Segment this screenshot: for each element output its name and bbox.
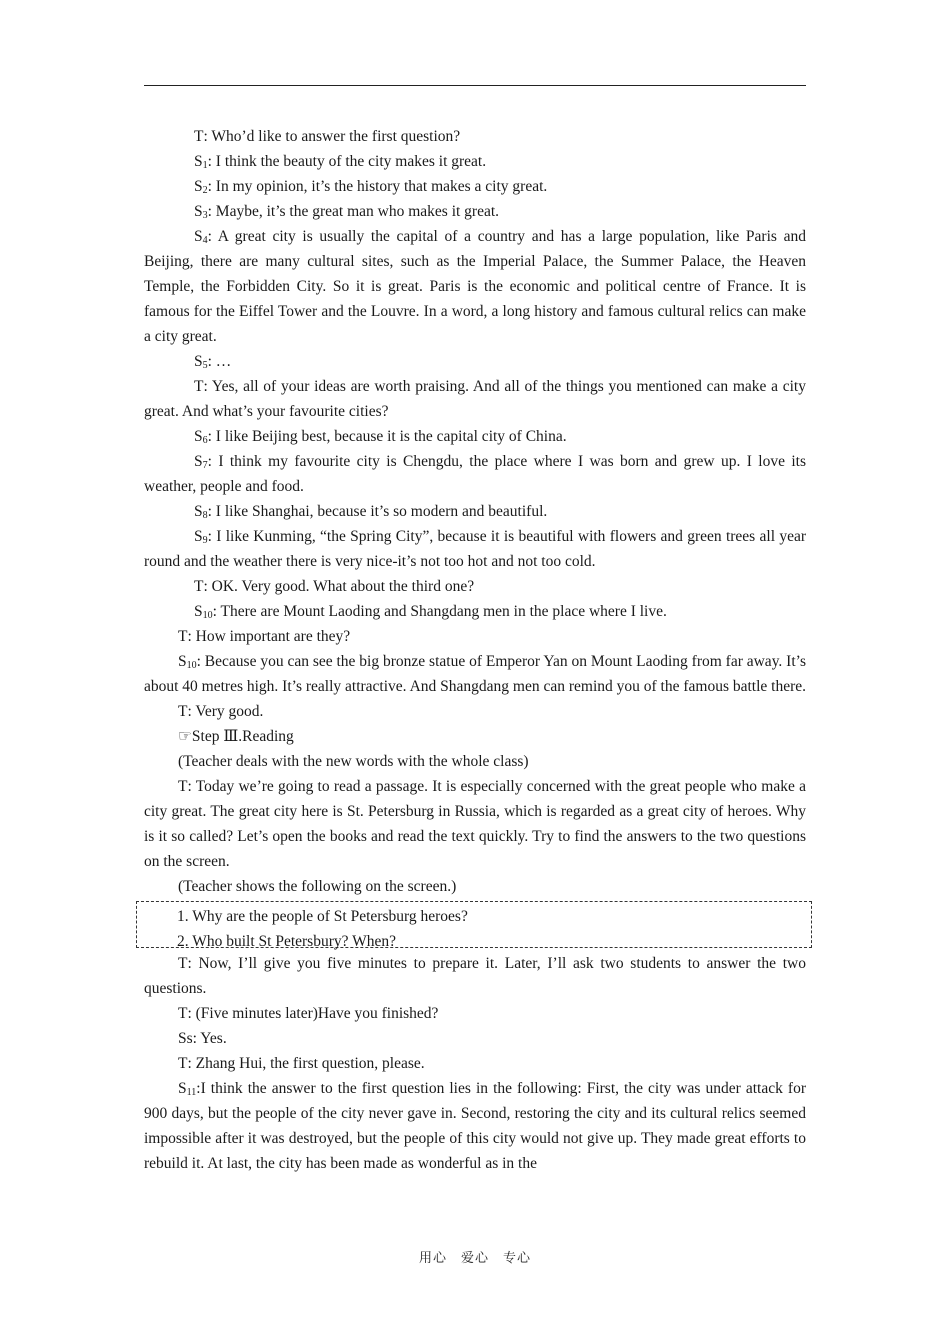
- dialogue-line: $S_{10}$: There are Mount Laoding and Shangdang men in the place where I live.: [194, 603, 667, 621]
- step-heading: ☞Step Ⅲ.Reading: [178, 728, 294, 745]
- dialogue-line: T: OK. Very good. What about the third one?: [194, 578, 475, 595]
- screen-questions-box: [136, 901, 812, 948]
- dialogue-line: T: Zhang Hui, the first question, please.: [178, 1055, 425, 1072]
- dialogue-line: $S_6$: I like Beijing best, because it is the capital city of China.: [194, 428, 567, 446]
- dialogue-line: $S_7$: I think my favourite city is Chengdu, the place where I was born and grew up. I love its weather, people and food.: [144, 453, 806, 495]
- header-rule: [144, 85, 806, 86]
- dialogue-line: $S_2$: In my opinion, it’s the history that makes a city great.: [194, 178, 548, 196]
- dialogue-line: $S_3$: Maybe, it’s the great man who makes it great.: [194, 203, 500, 221]
- dialogue-line: Ss: Yes.: [178, 1030, 227, 1047]
- screen-question: 1. Why are the people of St Petersburg heroes?: [177, 908, 468, 925]
- document-body: [144, 124, 806, 1176]
- dialogue-line: $S_1$: I think the beauty of the city makes it great.: [194, 153, 487, 171]
- dialogue-line: T: How important are they?: [178, 628, 351, 645]
- dialogue-line: $S_{10}$: Because you can see the big bronze statue of Emperor Yan on Mount Laoding from far away. It’s about 40 metres high. It’s really attractive. And Shangdang men can remind you of the famous battle there.: [144, 653, 807, 695]
- dialogue-line: T: Today we’re going to read a passage. It is especially concerned with the great people who make a city great. The great city here is St. Petersburg in Russia, which is regarded as a great city of heroes. Why is it so called? Let’s open the books and read the text quickly. Try to find the answers to the two questions on the screen.: [144, 778, 806, 870]
- dialogue-line: T: Who’d like to answer the first question?: [194, 128, 461, 145]
- dialogue-line: T: Very good.: [178, 703, 264, 720]
- dialogue-line: T: (Five minutes later)Have you finished?: [178, 1005, 439, 1022]
- dialogue-line: T: Now, I’ll give you five minutes to prepare it. Later, I’ll ask two students to answer the two questions.: [144, 955, 806, 997]
- dialogue-line: $S_8$: I like Shanghai, because it’s so modern and beautiful.: [194, 503, 548, 521]
- dialogue-line: $S_{11}:I$ think the answer to the first question lies in the following: First, the city was under attack for 900 days, but the people of the city never gave in. Second, restoring the city and its cultural relics seemed impossible after it was destroyed, but the people of this city would not give up. They made great efforts to rebuild it. At last, the city has been made as wonderful as in the: [144, 1080, 806, 1172]
- dialogue-line: $S_9$: I like Kunming, “the Spring City”, because it is beautiful with flowers and green trees all year round and the weather there is very nice-it’s not too hot and not too cold.: [144, 528, 806, 570]
- page-footer: 用心 爱心 专心: [418, 1251, 531, 1266]
- dialogue-line: $S_4$: A great city is usually the capital of a country and has a large population, like Paris and Beijing, there are many cultural sites, such as the Imperial Palace, the Summer Palace, the Heaven Temple, the Forbidden City. So it is great. Paris is the economic and political centre of France. It is famous for the Eiffel Tower and the Louvre. In a word, a long history and famous cultural relics can make a city great.: [144, 228, 806, 345]
- screen-question: 2. Who built St Petersbury? When?: [177, 933, 396, 950]
- stage-direction: (Teacher deals with the new words with the whole class): [178, 753, 529, 770]
- stage-direction: (Teacher shows the following on the screen.): [178, 878, 457, 895]
- dialogue-line: T: Yes, all of your ideas are worth praising. And all of the things you mentioned can make a city great. And what’s your favourite cities?: [144, 378, 806, 420]
- dialogue-line: $S_5$: …: [194, 353, 232, 371]
